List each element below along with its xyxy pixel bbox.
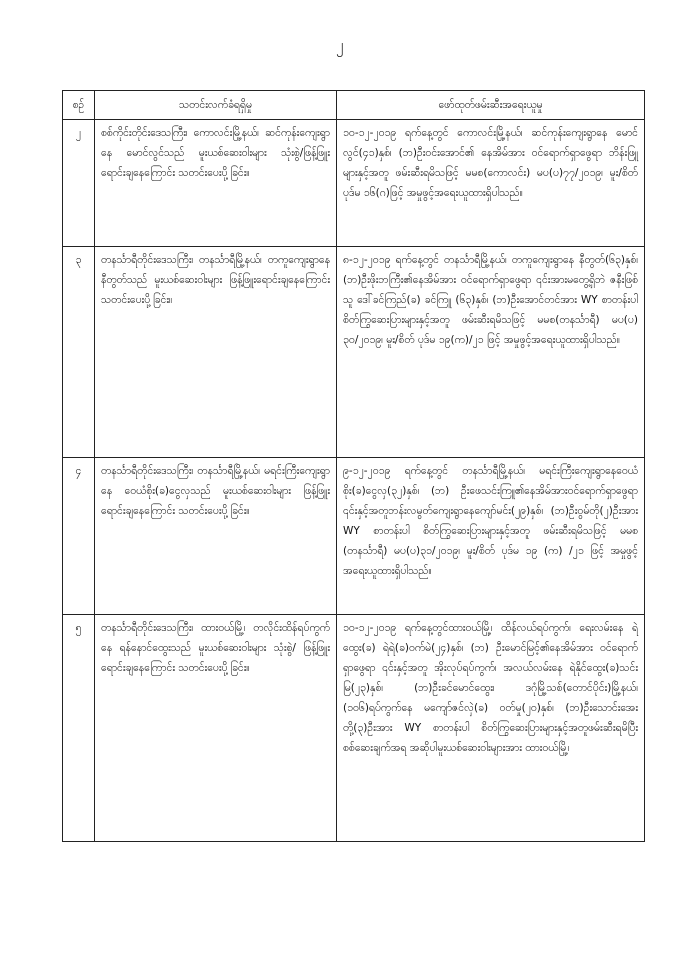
table-row [63, 120, 645, 247]
header-serial-no: စဉ် [63, 91, 95, 120]
row-news-text: တနင်္သာရီတိုင်းဒေသကြီး၊ ထားဝယ်မြို့၊ တလိုင်းထိန်ရပ်ကွက်နေ ရန်နောင်ထွေးသည် မူးယစ်ဆေးဝါးများ သုံးစွဲ/ ဖြန့်ဖြူးရောင်းချနေကြောင်း သတင်းပေးပို့ခြင်း။ [95, 615, 337, 842]
row-news-text: စစ်ကိုင်းတိုင်းဒေသကြီး၊ ကောလင်းမြို့နယ်၊ ဆင်ကုန်းကျေးရွာနေ မောင်လွင်သည် မူးယစ်ဆေးဝါးများ သုံးစွဲ/ဖြန့်ဖြူး ရောင်းချနေကြောင်း သတင်းပေးပို့ခြင်း။ [95, 120, 337, 247]
row-serial-no: ၃ [63, 247, 95, 458]
row-news-text: တနင်္သာရီတိုင်းဒေသကြီး၊ တနင်္သာရီမြို့နယ်၊ တကူကျေးရွာနေ နီတွတ်သည် မူးယစ်ဆေးဝါးများ ဖြန့်ဖြူးရောင်းချနေကြောင်း သတင်းပေးပို့ခြင်း။ [95, 247, 337, 458]
row-action-text: ၁၀-၁၂-၂၀၁၉ ရက်နေ့တွင်ထားဝယ်မြို့၊ ထိန်လယ်ရပ်ကွက်၊ ရေးလမ်းနေ ရဲထွေး(ခ) ရဲရဲ(ခ)ဝက်မဲ(၂၄)နှစ်၊ (ဘ) ဦးမောင်မြင့်၏နေအိမ်အား ဝင်ရောက်ရှာဖွေရာ ၎င်းနှင့်အတူ အိုးလုပ်ရပ်ကွက်၊ အလယ်လမ်းနေ ရဲနိုင်ထွေး(ခ)သင်းမြ(၂၃)နှစ်၊ (ဘ)ဦးခင်မောင်ထွေး၊ ဒဂုံမြို့သစ်(တောင်ပိုင်း)မြို့နယ်၊ (၁၀၆)ရပ်ကွက်နေ မကျော်ဇင်လှဲ(ခ) ဝတ်မှု(၂၀)နှစ်၊ (ဘ)ဦးသောင်းအေးတို့(၃)ဦးအား WY စာတန်းပါ စိတ်ကြွဆေးပြားများနှင့်အတူဖမ်းဆီးရမိပြီး စစ်ဆေးချက်အရ အဆိုပါမူးယစ်ဆေးဝါးများအား ထားဝယ်မြို့၊ [337, 615, 645, 842]
row-serial-no: ၂ [63, 120, 95, 247]
header-news-received: သတင်းလက်ခံရရှိမှု [95, 91, 337, 120]
table-row [63, 458, 645, 615]
row-serial-no: ၄ [63, 458, 95, 615]
row-serial-no: ၅ [63, 615, 95, 842]
table-header-row [63, 91, 645, 120]
row-action-text: ၉-၁၂-၂၀၁၉ ရက်နေ့တွင် တနင်္သာရီမြို့နယ်၊ မရင်းကြီးကျေးရွာနေဝေယံစိုး(ခ)ငွေလှ(၃၂)နှစ်၊ (ဘ) ဦးဖေသင်းကြူ၏နေအိမ်အားဝင်ရောက်ရှာဖွေရာ ၎င်းနှင့်အတူဘန်းလမွတ်ကျေးရွာနေကျော်မင်း(၂၉)နှစ်၊ (ဘ)ဦးဝွမ်တို(၂)ဦးအား WY စာတန်းပါ စိတ်ကြွဆေးပြားများနှင့်အတူ ဖမ်းဆီးရမိသဖြင့် မမစ (တနင်္သာရီ) မပ(ပ)၃၁/၂၀၁၉၊ မူး/စိတ် ပုဒ်မ ၁၉ (က) /၂၁ ဖြင့် အမှုဖွင့်အရေးယူထားရှိပါသည်။ [337, 458, 645, 615]
row-news-text: တနင်္သာရီတိုင်းဒေသကြီး၊ တနင်္သာရီမြို့နယ်၊ မရင်းကြီးကျေးရွာနေ ဝေယံစိုး(ခ)ငွေလှသည် မူးယစ်ဆေးဝါးများ ဖြန့်ဖြူးရောင်းချနေကြောင်း သတင်းပေးပို့ခြင်း။ [95, 458, 337, 615]
header-action-taken: ဖော်ထုတ်ဖမ်းဆီးအရေးယူမှု [337, 91, 645, 120]
row-action-text: ၈-၁၂-၂၀၁၉ ရက်နေ့တွင် တနင်္သာရီမြို့နယ်၊ တကူကျေးရွာနေ နီတွတ်(၆၃)နှစ်၊ (ဘ)ဦးဖိုးဘကြီး၏နေအိမ်အား ဝင်ရောက်ရှာဖွေရာ ၎င်းအားမတွေ့ရှိဘဲ ဇနီးဖြစ်သူ ဒေါ်ခင်ကြည်(ခ) ခင်ကြူ (၆၃)နှစ်၊ (ဘ)ဦးအောင်တင်အား WY စာတန်းပါ စိတ်ကြွဆေးပြားများနှင့်အတူ ဖမ်းဆီးရမိသဖြင့် မမစ(တနင်္သာရီ) မပ(ပ) ၃၀/၂၀၁၉၊ မူး/စိတ် ပုဒ်မ ၁၉(က)/၂၁ ဖြင့် အမှုဖွင့်အရေးယူထားရှိပါသည်။ [337, 247, 645, 458]
page-number: ၂ [335, 36, 344, 54]
report-table [62, 90, 645, 842]
table-row [63, 615, 645, 842]
table-row [63, 247, 645, 458]
row-action-text: ၁၀-၁၂-၂၀၁၉ ရက်နေ့တွင် ကောလင်းမြို့နယ်၊ ဆင်ကုန်းကျေးရွာနေ မောင်လွင်(၄၁)နှစ်၊ (ဘ)ဦးဝင်းအောင်၏ နေအိမ်အား ဝင်ရောက်ရှာဖွေရာ ဘိန်းဖြူများနှင့်အတူ ဖမ်းဆီးရမိသဖြင့် မမစ(ကောလင်း) မပ(ပ)၇၇/၂၀၁၉၊ မူး/စိတ် ပုဒ်မ ၁၆(ဂ)ဖြင့် အမှုဖွင့်အရေးယူထားရှိပါသည်။ [337, 120, 645, 247]
